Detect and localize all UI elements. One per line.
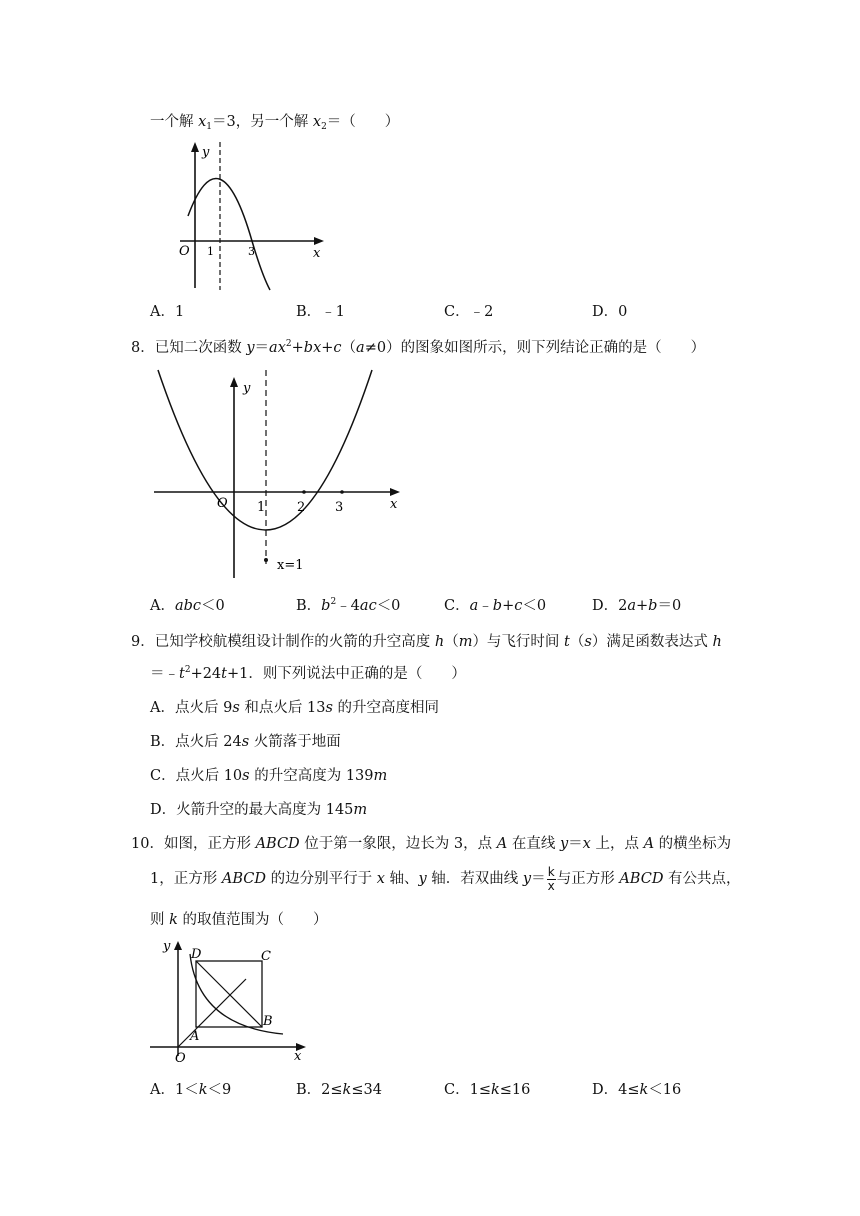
- q8-number: 8．: [131, 340, 155, 356]
- q8-opt-var: ac: [359, 598, 377, 614]
- q9-sup: 2: [184, 665, 191, 675]
- q10-var: A: [643, 836, 655, 852]
- q10-line-y-eq-x: [178, 979, 246, 1047]
- q9-var: t: [564, 634, 570, 650]
- q10-text: ＝: [568, 836, 583, 852]
- q10-var: y: [559, 836, 569, 852]
- q10-var: y: [522, 871, 532, 887]
- q9-text: （: [569, 634, 585, 650]
- q9-option-a: [150, 698, 439, 718]
- q8-option-b: [296, 596, 400, 616]
- q10-text: 位于第一象限，边长为 3，点: [299, 836, 497, 852]
- q10-label-b: B: [263, 1014, 273, 1029]
- q8-label-x: x: [390, 497, 398, 512]
- q8-opt-var: abc: [174, 598, 202, 614]
- q10-var: k: [169, 912, 178, 928]
- q8-var: c: [333, 340, 342, 356]
- q10-text: 轴．若双曲线: [426, 871, 523, 887]
- q8-text: +: [291, 340, 304, 356]
- q8-option-d: [592, 596, 681, 616]
- q8-vertex-label: x=1: [277, 558, 304, 573]
- q8-text: （: [341, 340, 357, 356]
- q7-graph: [150, 138, 340, 298]
- q10-text: 有公共点，: [663, 871, 741, 887]
- q9-var: t: [179, 666, 185, 682]
- q9-var: m: [458, 634, 473, 650]
- q10-opt-text: ＜9: [207, 1082, 232, 1098]
- q7-sub-1: 1: [206, 122, 213, 132]
- q10-stem-line1: [131, 834, 731, 854]
- q9-option-d: [150, 800, 367, 820]
- q10-var: ABCD: [221, 871, 266, 887]
- q8-opt-var: b: [321, 598, 331, 614]
- q10-option-c: [444, 1080, 530, 1100]
- q7-var-x1: x: [198, 114, 207, 130]
- q8-tick-3: 3: [335, 500, 344, 515]
- q9-text: （: [444, 634, 459, 650]
- q8-opt-text: ﹣: [478, 598, 493, 614]
- q7-option-b: B．﹣1: [296, 304, 345, 320]
- q10-label-x: x: [294, 1049, 302, 1064]
- q8-var: a: [269, 340, 278, 356]
- q8-opt-text: ＜0: [522, 598, 547, 614]
- q10-var: x: [582, 836, 591, 852]
- q8-vertex-point: [264, 558, 268, 562]
- q8-opt-text: A．: [150, 598, 175, 614]
- q9-var: h: [712, 634, 722, 650]
- q7-parabola: [188, 178, 270, 290]
- q10-diagonal-db: [196, 961, 262, 1027]
- q10-label-a: A: [190, 1029, 200, 1044]
- q10-opt-var: k: [342, 1082, 352, 1098]
- q10-text: 上，点: [590, 836, 644, 852]
- q10-text: 的边分别平行于: [265, 871, 377, 887]
- q10-fraction-numerator: k: [547, 864, 555, 879]
- q8-tick-1: 1: [257, 500, 266, 515]
- q8-var: a: [356, 340, 365, 356]
- q9-text: +24: [190, 666, 222, 682]
- q7-label-y: y: [202, 145, 210, 160]
- q10-opt-text: A．1＜: [150, 1082, 199, 1098]
- q10-var: ABCD: [619, 871, 664, 887]
- q10-opt-var: k: [490, 1082, 500, 1098]
- q9-opt-var: m: [353, 802, 368, 818]
- q8-opt-text: ＜0: [201, 598, 225, 614]
- q10-opt-var: k: [639, 1082, 649, 1098]
- q8-opt-text: ＜0: [376, 598, 401, 614]
- q9-text: 已知学校航模组设计制作的火箭的升空高度: [154, 634, 435, 650]
- q7-text: 一个解: [150, 114, 199, 130]
- q8-opt-var: c: [514, 598, 523, 614]
- q9-text: ）与飞行时间: [472, 634, 565, 650]
- q9-stem-line2: [150, 664, 466, 684]
- q7-option-a: A．1: [150, 304, 185, 320]
- q8-opt-text: B．: [296, 598, 322, 614]
- q8-label-y: y: [243, 381, 251, 396]
- q8-var: b: [303, 340, 314, 356]
- q9-opt-text: 火箭落于地面: [249, 734, 341, 750]
- q9-stem-line1: [131, 632, 722, 652]
- q10-label-y: y: [163, 939, 171, 954]
- q7-var-x2: x: [312, 114, 322, 130]
- q7-x-arrow: [314, 237, 324, 245]
- q9-text: ）满足函数表达式: [591, 634, 713, 650]
- q9-opt-text: A．点火后 9: [150, 700, 233, 716]
- q7-tick-1: 1: [207, 245, 214, 258]
- q8-option-c: [444, 596, 546, 616]
- q8-x-arrow: [390, 488, 400, 496]
- q9-number: 9．: [131, 634, 155, 650]
- q10-text: 轴、: [384, 871, 419, 887]
- q10-label-c: C: [261, 949, 271, 964]
- q9-opt-text: B．点火后 24: [150, 734, 242, 750]
- q8-opt-var: b: [648, 598, 658, 614]
- q9-opt-var: s: [232, 700, 240, 716]
- q10-text: 的横坐标为: [654, 836, 732, 852]
- q10-opt-text: C．1≤: [444, 1082, 491, 1098]
- q7-text: ＝3，另一个解: [212, 114, 313, 130]
- q10-opt-text: ＜16: [648, 1082, 682, 1098]
- q7-option-c: C．﹣2: [444, 304, 494, 320]
- q9-var: t: [221, 666, 227, 682]
- q8-point-3: [340, 490, 344, 494]
- q8-opt-var: a: [627, 598, 637, 614]
- q8-stem: [131, 338, 705, 358]
- q10-label-origin: O: [175, 1051, 186, 1066]
- q7-tick-3: 3: [248, 245, 255, 258]
- q7-text: ＝（ ）: [326, 114, 400, 130]
- q9-opt-var: m: [373, 768, 388, 784]
- q7-stem: [150, 112, 399, 132]
- q10-var: A: [496, 836, 508, 852]
- q9-var: s: [584, 634, 592, 650]
- q8-var: x: [313, 340, 322, 356]
- q10-text: ＝: [531, 871, 546, 887]
- q8-text: ≠0）的图象如图所示，则下列结论正确的是（ ）: [364, 340, 706, 356]
- q9-opt-text: 的升空高度为 139: [249, 768, 374, 784]
- q10-text: 如图，正方形: [163, 836, 256, 852]
- q9-opt-text: 的升空高度相同: [332, 700, 439, 716]
- q8-text: 已知二次函数: [154, 340, 247, 356]
- q8-opt-var: b: [492, 598, 503, 614]
- q8-text: +: [321, 340, 334, 356]
- q10-text: 在直线: [507, 836, 560, 852]
- q10-opt-var: k: [198, 1082, 208, 1098]
- q9-opt-var: s: [325, 700, 333, 716]
- q10-stem-line2: [150, 862, 741, 896]
- q10-var: x: [376, 871, 385, 887]
- q10-var: y: [418, 871, 427, 887]
- q8-tick-2: 2: [297, 500, 306, 515]
- q10-option-a: [150, 1080, 231, 1100]
- q9-option-b: [150, 732, 341, 752]
- q7-label-x: x: [313, 246, 321, 261]
- q10-opt-text: ≤16: [499, 1082, 531, 1098]
- q9-opt-var: s: [241, 734, 250, 750]
- q10-graph: [148, 936, 318, 1066]
- q8-label-origin: O: [217, 496, 228, 511]
- q8-sup: 2: [285, 339, 292, 349]
- q8-var: y: [246, 340, 255, 356]
- q8-opt-text: ﹣4: [336, 598, 360, 614]
- q8-text: ＝: [254, 340, 270, 356]
- q9-option-c: [150, 766, 387, 786]
- q8-opt-text: D．2: [592, 598, 628, 614]
- q9-opt-text: 和点火后 13: [239, 700, 326, 716]
- q10-opt-text: B．2≤: [296, 1082, 343, 1098]
- q9-text: +1．则下列说法中正确的是（ ）: [227, 666, 466, 682]
- q7-sub-2: 2: [321, 122, 327, 132]
- q10-opt-text: ≤34: [351, 1082, 382, 1098]
- q7-label-origin: O: [179, 244, 190, 259]
- q10-opt-text: D．4≤: [592, 1082, 640, 1098]
- q9-opt-text: D．火箭升空的最大高度为 145: [150, 802, 354, 818]
- q10-label-d: D: [191, 947, 202, 962]
- q8-var: x: [277, 340, 286, 356]
- q8-opt-sup: 2: [330, 597, 337, 607]
- q8-opt-text: C．: [444, 598, 470, 614]
- q10-text: 的取值范围为（ ）: [177, 912, 328, 928]
- q9-opt-text: C．点火后 10: [150, 768, 243, 784]
- q10-text: 则: [150, 912, 170, 928]
- q9-opt-var: s: [242, 768, 250, 784]
- q9-text: ＝﹣: [150, 666, 179, 682]
- q8-graph: [150, 368, 410, 583]
- q8-opt-var: a: [469, 598, 479, 614]
- q10-var: ABCD: [255, 836, 300, 852]
- q10-fraction-denominator: x: [547, 878, 555, 893]
- q10-fraction: [547, 866, 556, 893]
- q8-opt-text: ＝0: [657, 598, 682, 614]
- q10-option-d: [592, 1080, 681, 1100]
- q10-stem-line3: [150, 910, 328, 930]
- q10-number: 10．: [131, 836, 164, 852]
- q10-y-arrow: [174, 941, 182, 950]
- q8-opt-text: +: [502, 598, 515, 614]
- q9-var: h: [434, 634, 445, 650]
- q7-y-arrow: [191, 142, 199, 152]
- q7-option-d: D．0: [592, 304, 628, 320]
- q10-option-b: [296, 1080, 382, 1100]
- q10-text: 1，正方形: [150, 871, 222, 887]
- q8-point-2: [302, 490, 306, 494]
- q8-y-arrow: [230, 377, 238, 387]
- q8-opt-text: +: [636, 598, 649, 614]
- q10-text: 与正方形: [556, 871, 620, 887]
- q8-option-a: [150, 596, 225, 616]
